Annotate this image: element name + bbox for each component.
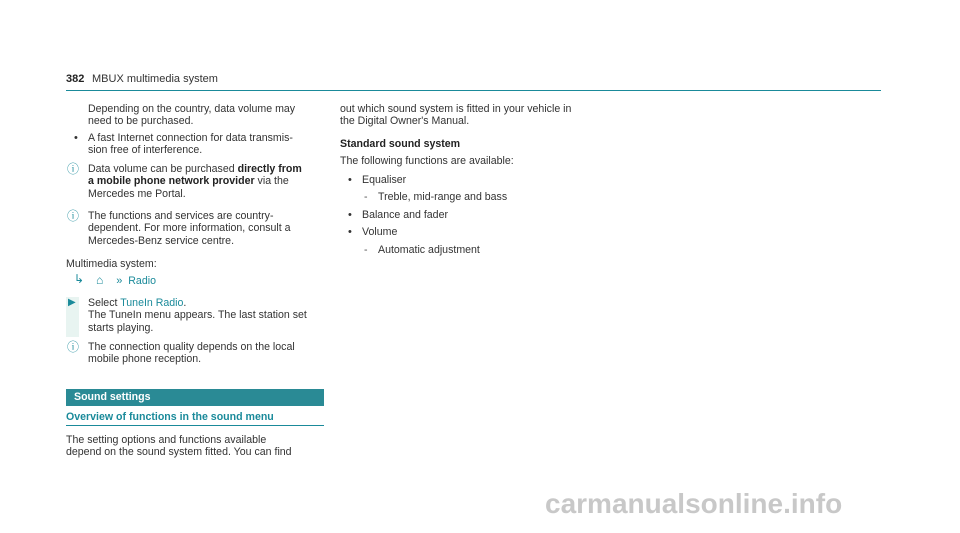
list-sub-item: - Treble, mid-range and bass	[340, 191, 640, 203]
info-icon: ⓘ	[67, 162, 80, 176]
multimedia-label: Multimedia system:	[66, 258, 157, 270]
list-item: • Volume	[340, 226, 640, 238]
info-connection-quality: ⓘ The connection quality depends on the local mobile phone reception.	[67, 340, 295, 366]
chevron-right-icon: »	[116, 275, 123, 287]
standard-sound-heading: Standard sound system	[340, 138, 461, 150]
path-radio[interactable]: Radio	[128, 275, 156, 287]
right-intro: out which sound system is fitted in your vehicle in the Digital Owner's Manual.	[340, 103, 572, 128]
subsection-overview: Overview of functions in the sound menu	[66, 410, 324, 426]
page-number: 382	[66, 73, 85, 85]
section-sound-settings: Sound settings	[66, 389, 324, 406]
step-select-tunein: ▶ Select TuneIn Radio. The TuneIn menu appears. The last station set starts playing.	[66, 297, 324, 337]
bullet-internet: • A fast Internet connection for data transmis- sion free of interference.	[66, 132, 324, 157]
list-item: • Equaliser	[340, 174, 640, 186]
list-sub-item: - Automatic adjustment	[340, 244, 640, 256]
following-functions: The following functions are available:	[340, 155, 514, 167]
home-icon: ⌂	[96, 273, 104, 287]
path-arrow-icon: ↳	[74, 272, 85, 286]
intro-paragraph: Depending on the country, data volume may need to be purchased.	[88, 103, 296, 128]
function-list	[340, 174, 640, 256]
info-data-volume: ⓘ Data volume can be purchased directly from a mobile phone network provider via the Mercedes me Portal.	[67, 162, 302, 200]
navigation-path	[74, 274, 324, 288]
page-heading: MBUX multimedia system	[92, 73, 218, 85]
list-item: • Balance and fader	[340, 209, 640, 221]
info-icon: ⓘ	[67, 340, 80, 354]
info-icon: ⓘ	[67, 209, 80, 223]
outro-paragraph: The setting options and functions available depend on the sound system fitted. You can find	[66, 434, 292, 459]
watermark: carmanualsonline.info	[545, 488, 843, 519]
page-header	[66, 73, 881, 91]
info-country-dependent: ⓘ The functions and services are country- dependent. For more information, consult a Mercedes-Benz service centre.	[67, 209, 291, 247]
tunein-radio-link[interactable]: TuneIn Radio	[120, 297, 184, 309]
step-arrow-icon: ▶	[68, 297, 76, 308]
